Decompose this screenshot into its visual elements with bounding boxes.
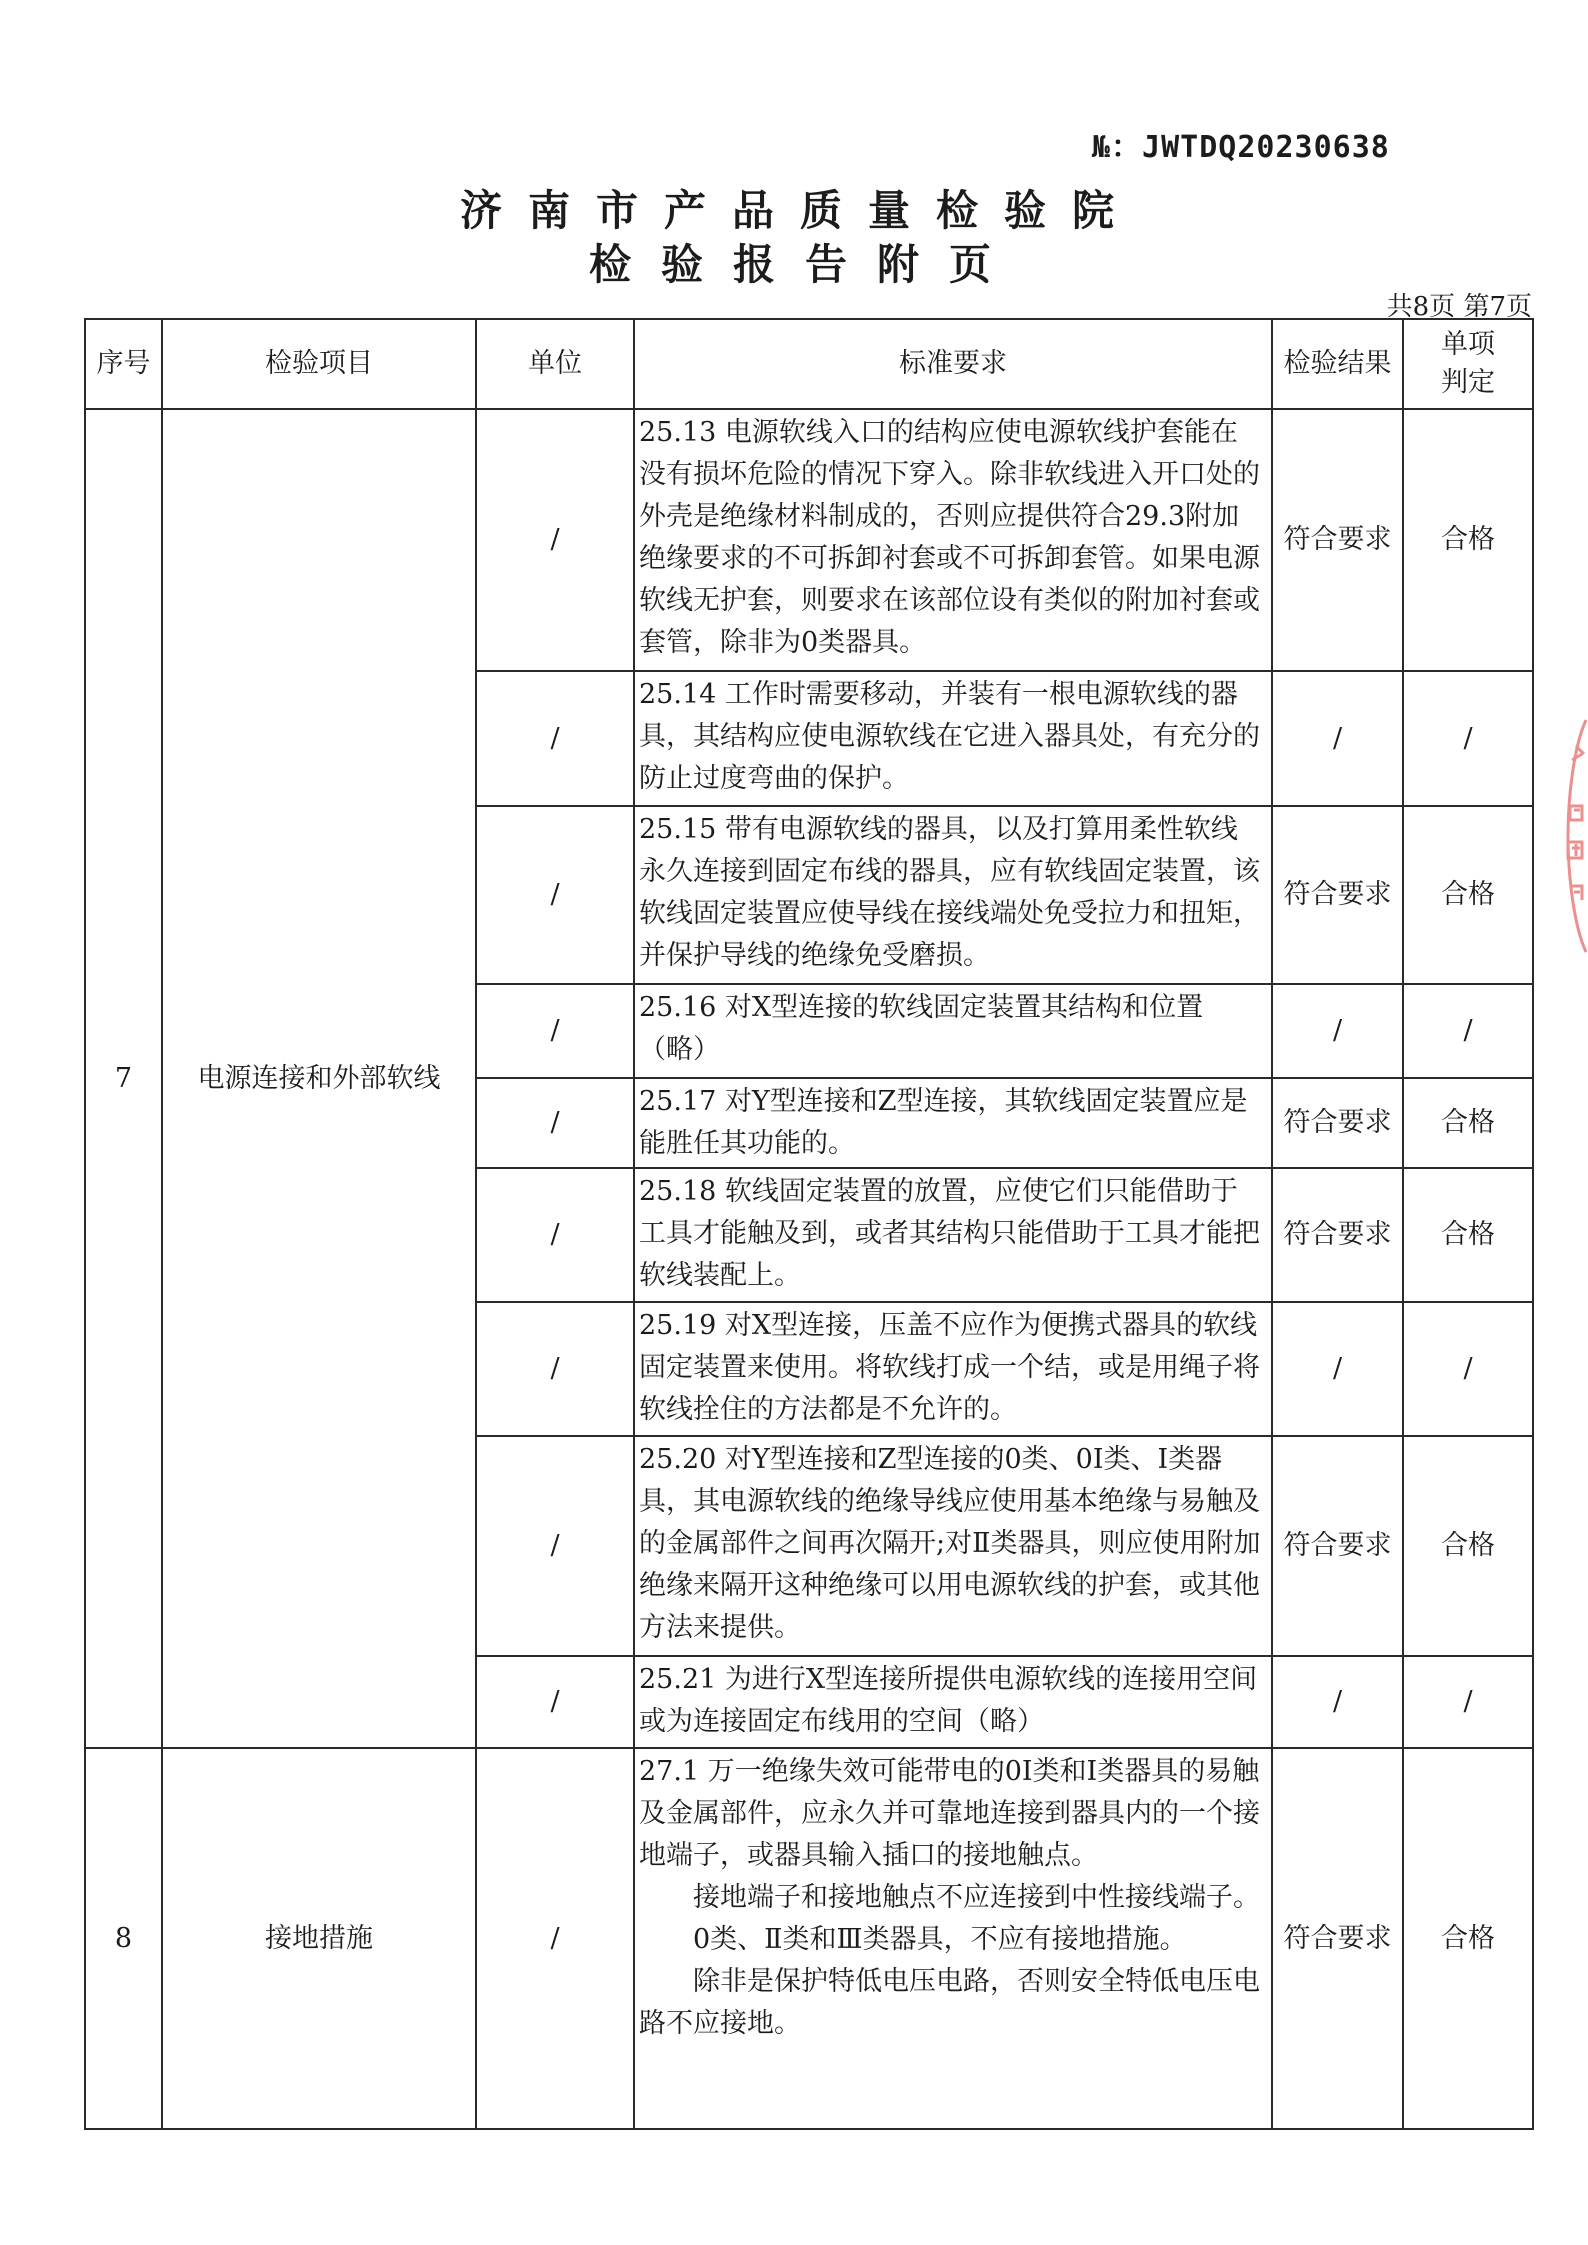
inspection-table <box>84 318 1534 2130</box>
result-cell: 符合要求 <box>1272 1168 1403 1302</box>
requirement-cell <box>634 409 1272 671</box>
result-cell: / <box>1272 671 1403 806</box>
unit-cell: / <box>476 671 634 806</box>
item-cell: 电源连接和外部软线 <box>162 409 476 1748</box>
requirement-paragraph: 接地端子和接地触点不应连接到中性接线端子。 <box>693 1882 1260 1913</box>
result-cell: 符合要求 <box>1272 1436 1403 1656</box>
verdict-cell: / <box>1403 984 1533 1078</box>
header-verdict <box>1403 319 1533 409</box>
requirement-text: 25.18 软线固定装置的放置，应使它们只能借助于工具才能触及到，或者其结构只能借助于工具才能把软线装配上。 <box>639 1176 1260 1291</box>
requirement-text: 25.19 对X型连接，压盖不应作为便携式器具的软线固定装置来使用。将软线打成一个结，或是用绳子将软线拴住的方法都是不允许的。 <box>639 1310 1260 1425</box>
institute-title: 济南市产品质量检验院 <box>459 186 1140 235</box>
header-result: 检验结果 <box>1272 319 1403 409</box>
requirement-cell <box>634 1436 1272 1656</box>
unit-cell: / <box>476 1748 634 2129</box>
header-verdict-line2: 判定 <box>1441 367 1495 398</box>
requirement-text: 27.1 万一绝缘失效可能带电的0Ⅰ类和Ⅰ类器具的易触及金属部件，应永久并可靠地连接到器具内的一个接地端子，或器具输入插口的接地触点。 <box>639 1756 1260 1871</box>
result-cell: / <box>1272 1302 1403 1436</box>
table-row <box>85 1748 1533 2129</box>
requirement-cell <box>634 806 1272 984</box>
item-cell: 接地措施 <box>162 1748 476 2129</box>
requirement-paragraph: 除非是保护特低电压电路，否则安全特低电压电路不应接地。 <box>639 1966 1260 2039</box>
requirement-text: 25.13 电源软线入口的结构应使电源软线护套能在没有损坏危险的情况下穿入。除非软线进入开口处的外壳是绝缘材料制成的，否则应提供符合29.3附加绝缘要求的不可拆卸衬套或不可拆卸套管。如果电源软线无护套，则要求在该部位设有类似的附加衬套或套管，除非为0类器具。 <box>639 417 1260 658</box>
requirement-text: 25.16 对X型连接的软线固定装置其结构和位置（略） <box>639 992 1204 1065</box>
requirement-text: 25.17 对Y型连接和Z型连接，其软线固定装置应是能胜任其功能的。 <box>639 1086 1248 1159</box>
result-cell: / <box>1272 1656 1403 1748</box>
requirement-cell <box>634 1656 1272 1748</box>
requirement-text: 25.21 为进行X型连接所提供电源软线的连接用空间或为连接固定布线用的空间（略） <box>639 1664 1258 1737</box>
requirement-text: 25.20 对Y型连接和Z型连接的0类、0Ⅰ类、Ⅰ类器具，其电源软线的绝缘导线应使用基本绝缘与易触及的金属部件之间再次隔开;对Ⅱ类器具，则应使用附加绝缘来隔开这种绝缘可以用电源软线的护套，或其他方法来提供。 <box>639 1444 1261 1643</box>
unit-cell: / <box>476 806 634 984</box>
verdict-cell: 合格 <box>1403 1748 1533 2129</box>
unit-cell: / <box>476 409 634 671</box>
unit-cell: / <box>476 984 634 1078</box>
header-item: 检验项目 <box>162 319 476 409</box>
header-seq: 序号 <box>85 319 162 409</box>
result-cell: 符合要求 <box>1272 1748 1403 2129</box>
requirement-cell <box>634 1748 1272 2129</box>
requirement-cell <box>634 1078 1272 1168</box>
verdict-cell: 合格 <box>1403 1078 1533 1168</box>
verdict-cell: 合格 <box>1403 1436 1533 1656</box>
result-cell: 符合要求 <box>1272 1078 1403 1168</box>
verdict-cell: / <box>1403 1656 1533 1748</box>
requirement-text: 25.15 带有电源软线的器具，以及打算用柔性软线永久连接到固定布线的器具，应有软线固定装置，该软线固定装置应使导线在接线端处免受拉力和扭矩，并保护导线的绝缘免受磨损。 <box>639 814 1260 971</box>
requirement-cell <box>634 1168 1272 1302</box>
header-unit: 单位 <box>476 319 634 409</box>
seal-stamp-edge <box>1546 716 1588 956</box>
page-counter: 共8页 第7页 <box>1386 292 1532 322</box>
result-cell: 符合要求 <box>1272 409 1403 671</box>
unit-cell: / <box>476 1302 634 1436</box>
verdict-cell: / <box>1403 1302 1533 1436</box>
report-number: №：JWTDQ20230638 <box>1092 130 1390 165</box>
seq-cell: 8 <box>85 1748 162 2129</box>
unit-cell: / <box>476 1436 634 1656</box>
page-title: 检验报告附页 <box>588 240 1021 289</box>
requirement-cell <box>634 671 1272 806</box>
unit-cell: / <box>476 1656 634 1748</box>
header-requirement: 标准要求 <box>634 319 1272 409</box>
header-verdict-line1: 单项 <box>1441 329 1495 360</box>
verdict-cell: 合格 <box>1403 1168 1533 1302</box>
requirement-paragraph: 0类、Ⅱ类和Ⅲ类器具，不应有接地措施。 <box>693 1924 1187 1955</box>
requirement-text: 25.14 工作时需要移动，并装有一根电源软线的器具，其结构应使电源软线在它进入器具处，有充分的防止过度弯曲的保护。 <box>639 679 1260 794</box>
verdict-cell: 合格 <box>1403 409 1533 671</box>
verdict-cell: 合格 <box>1403 806 1533 984</box>
unit-cell: / <box>476 1168 634 1302</box>
requirement-cell <box>634 1302 1272 1436</box>
unit-cell: / <box>476 1078 634 1168</box>
verdict-cell: / <box>1403 671 1533 806</box>
table-row <box>85 409 1533 671</box>
result-cell: 符合要求 <box>1272 806 1403 984</box>
table-header-row <box>85 319 1533 409</box>
seq-cell: 7 <box>85 409 162 1748</box>
requirement-cell <box>634 984 1272 1078</box>
result-cell: / <box>1272 984 1403 1078</box>
